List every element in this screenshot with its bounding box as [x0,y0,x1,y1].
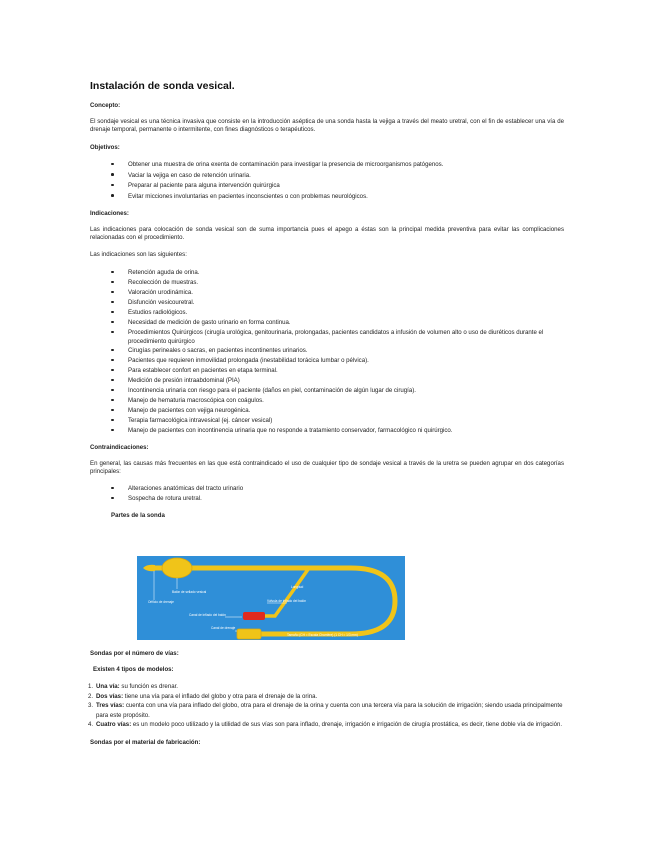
list-item [90,692,564,702]
list-text: su función es drenar. [119,683,178,690]
valve-shape [243,612,265,620]
section-heading-vias: Sondas por el número de vías: [90,650,179,657]
section-heading-indicaciones: Indicaciones: [90,210,129,217]
document-content-lower [90,650,564,747]
indicaciones-list [90,268,564,436]
list-item: Preparar al paciente para alguna intervención quirúrgica [90,181,564,192]
subheading-modelos: Existen 4 tipos de modelos: [93,666,174,673]
indicaciones-intro: Las indicaciones son las siguientes: [90,251,187,258]
contraindicaciones-paragraph: En general, las causas más frecuentes en las que está contraindicado el uso de cualquier tipo de sondaje vesical a través de la uretra se pueden agrupar en dos categorías principales: [90,460,564,475]
list-text: tiene una vía para el inflado del globo y otra para el drenaje de la orina. [123,692,318,700]
list-item: Sospecha de rotura uretral. [90,494,564,504]
list-item: Medición de presión intraabdominal (PIA) [90,376,564,386]
list-item: Retención aguda de orina. [90,268,564,278]
label-longitud: Longitud [291,585,304,589]
list-item: Valoración urodinámica. [90,288,564,298]
label-valvula: Válvula de inflado del balón [267,599,306,603]
drain-connector-shape [237,629,261,639]
list-item: Necesidad de medición de gasto urinario en forma continua. [90,318,564,328]
list-item: Incontinencia urinaria con riesgo para el paciente (daños en piel, contaminación de algún lugar de cirugía). [90,386,564,396]
list-item [90,720,564,730]
label-canal-drenaje: Canal de drenaje [211,626,236,630]
concepto-paragraph: El sondaje vesical es una técnica invasiva que consiste en la introducción aséptica de una sonda hasta la vejiga a través del meato uretral, con el fin de establecer una vía de drenaje temporal, permanente o intermitente, con fines diagnósticos o terapéuticos. [90,118,564,133]
list-term: Tres vías: [96,702,125,710]
list-number: 2. [88,692,94,700]
list-item: Manejo de pacientes con incontinencia urinaria que no responde a tratamiento conservador, farmacológico ni quirúrgico. [90,426,564,436]
list-item: Manejo de pacientes con vejiga neurogénica. [90,406,564,416]
list-item [90,682,564,692]
list-number: 3. [88,702,94,710]
section-heading-contraindicaciones: Contraindicaciones: [90,444,149,451]
list-item: Procedimientos Quirúrgicos (cirugía urológica, genitourinaria, prolongadas, pacientes candidatos a infusión de volumen alto o uso de diuréticos durante el procedimiento quirúrgico [90,328,564,346]
list-number: 4. [88,721,94,729]
document-content [90,80,564,520]
section-heading-material: Sondas por el material de fabricación: [90,738,201,746]
catheter-diagram [137,556,405,640]
page-title: Instalación de sonda vesical. [90,80,235,92]
list-item [90,701,564,720]
list-text: es un modelo poco utilizado y la utilidad de sus vías son para inflado, drenaje, irrigación e irrigación de cirugía prostática, es decir, tiene doble vía de irrigación. [131,721,563,729]
list-item: Evitar micciones involuntarias en pacientes inconscientes o con problemas neurológicos. [90,192,564,203]
vias-list [90,682,564,730]
label-canal-inflado: Canal de inflado del balón [189,613,226,617]
list-item: Manejo de hematuria macroscópica con coágulos. [90,396,564,406]
section-heading-objetivos: Objetivos: [90,144,120,151]
label-tamano: Tamaño (CH = Escala Charrière) (1 CH = 1/3 mm) [287,633,358,637]
objetivos-list [90,160,564,202]
list-number: 1. [88,683,94,690]
list-item: Obtener una muestra de orina exenta de contaminación para investigar la presencia de microorganismos patógenos. [90,160,564,171]
list-term: Una vía: [96,683,120,690]
list-item: Terapia farmacológica intravesical (ej. cáncer vesical) [90,416,564,426]
list-item: Recolección de muestras. [90,278,564,288]
list-item: Pacientes que requieren inmovilidad prolongada (inestabilidad torácica lumbar o pélvica). [90,356,564,366]
list-term: Cuatro vías: [96,721,132,729]
balloon-shape [162,558,192,578]
list-item: Cirugías perineales o sacras, en pacientes incontinentes urinarios. [90,346,564,356]
list-text: cuenta con una vía para inflado del globo, otra para el drenaje de la orina y cuenta con una tercera vía para la solución de irrigación; siendo usada principalmente para este propósito. [96,702,563,719]
list-term: Dos vías: [96,692,124,700]
list-item: Estudios radiológicos. [90,308,564,318]
section-heading-partes: Partes de la sonda [111,512,165,519]
list-item: Disfunción vesicouretral. [90,298,564,308]
indicaciones-paragraph: Las indicaciones para colocación de sonda vesical son de suma importancia pues el apego a éstas son la principal medida preventiva para evitar las complicaciones relacionadas con el procedimiento. [90,226,564,241]
list-item: Alteraciones anatómicas del tracto urinario [90,484,564,494]
list-item: Para establecer confort en pacientes en etapa terminal. [90,366,564,376]
label-orificio: Orificio de drenaje [148,600,174,604]
section-heading-concepto: Concepto: [90,102,121,109]
label-balon: Balón de sellado vesical [172,590,207,594]
contraindicaciones-list [90,484,564,504]
list-item: Vaciar la vejiga en caso de retención urinaria. [90,171,564,182]
